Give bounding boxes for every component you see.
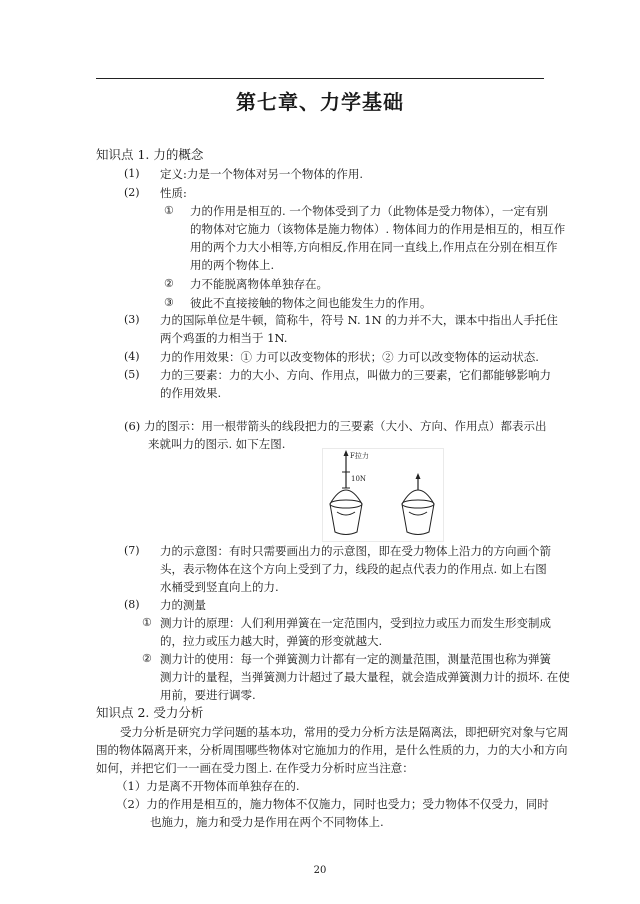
item-text: 测力计的原理：人们利用弹簧在一定范围内，受到拉力或压力而发生形变制成 [160, 616, 551, 630]
fig-label-10n: 10N [351, 475, 367, 483]
item-text: 水桶受到竖直向上的力. [160, 580, 279, 594]
item-text: 力的国际单位是牛顿，简称牛，符号 N. 1N 的力并不大，课本中指出人手托住 [160, 313, 558, 327]
item-number: (3) [124, 313, 140, 326]
force-diagram-figure [322, 448, 444, 542]
item-text: 定义:力是一个物体对另一个物体的作用. [160, 167, 364, 181]
item-text: 力的测量 [160, 598, 206, 612]
header-rule [96, 78, 544, 79]
item-text: 性质: [160, 186, 187, 200]
circled-number: ① [164, 204, 174, 217]
item-text: 测力计的量程，当弹簧测力计超过了最大量程，就会造成弹簧测力计的损坏. 在使 [160, 670, 570, 684]
item-text: 用的两个物体上. [190, 258, 275, 272]
item-text: 力的作用是相互的. 一个物体受到了力（此物体是受力物体），一定有别 [190, 204, 549, 218]
circled-number: ② [142, 652, 152, 665]
circled-number: ① [142, 616, 152, 629]
item-text: 力的示意图：有时只需要画出力的示意图，即在受力物体上沿力的方向画个箭 [160, 544, 551, 558]
item-text: 的物体对它施力（该物体是施力物体）. 物体间力的作用是相互的，相互作 [190, 222, 566, 236]
list-item: 也施力，施力和受力是作用在两个不同物体上. [150, 815, 384, 829]
item-text: 两个鸡蛋的力相当于 1N. [160, 331, 288, 345]
item-text: 彼此不直接接触的物体之间也能发生力的作用。 [190, 296, 432, 310]
circled-number: ② [164, 277, 174, 290]
item-text: 头，表示物体在这个方向上受到了力，线段的起点代表力的作用点. 如上右图 [160, 562, 547, 576]
item-text: (6) 力的图示：用一根带箭头的线段把力的三要素（大小、方向、作用点）都表示出 [124, 419, 547, 433]
item-number: (8) [124, 598, 140, 611]
item-text: 用的两个力大小相等,方向相反,作用在同一直线上,作用点在分别在相互作 [190, 240, 558, 254]
item-text: 力的作用效果：① 力可以改变物体的形状；② 力可以改变物体的运动状态. [160, 350, 539, 364]
item-text: 来就叫力的图示. 如下左图. [148, 437, 286, 451]
item-text: 的，拉力或压力越大时，弹簧的形变就越大. [160, 634, 383, 648]
section-heading-2: 知识点 2. 受力分析 [96, 705, 204, 720]
item-text: 测力计的使用：每一个弹簧测力计都有一定的测量范围，测量范围也称为弹簧 [160, 652, 551, 666]
page-title: 第七章、力学基础 [236, 90, 404, 114]
item-number: (4) [124, 350, 140, 363]
item-number: (2) [124, 186, 140, 199]
item-text: 用前，要进行调零. [160, 688, 256, 702]
section-heading-1: 知识点 1. 力的概念 [96, 147, 204, 162]
item-text: 的作用效果. [160, 386, 222, 400]
list-item: （1）力是离不开物体而单独存在的. [116, 779, 300, 793]
page-number: 20 [313, 865, 327, 876]
circled-number: ③ [164, 296, 174, 309]
paragraph-line: 受力分析是研究力学问题的基本功，常用的受力分析方法是隔离法，即把研究对象与它周 [120, 725, 569, 739]
fig-label-force: F拉力 [350, 452, 369, 460]
paragraph-line: 围的物体隔离开来，分析周围哪些物体对它施加力的作用，是什么性质的力，力的大小和方向 [96, 743, 568, 757]
item-number: (5) [124, 368, 140, 381]
paragraph-line: 如何，并把它们一一画在受力图上. 在作受力分析时应当注意： [96, 761, 414, 775]
item-text: 力的三要素：力的大小、方向、作用点，叫做力的三要素，它们都能够影响力 [160, 368, 551, 382]
list-item: （2）力的作用是相互的，施力物体不仅施力，同时也受力；受力物体不仅受力，同时 [116, 797, 549, 811]
item-number: (7) [124, 544, 140, 557]
item-text: 力不能脱离物体单独存在。 [190, 277, 328, 291]
item-number: (1) [124, 167, 140, 180]
